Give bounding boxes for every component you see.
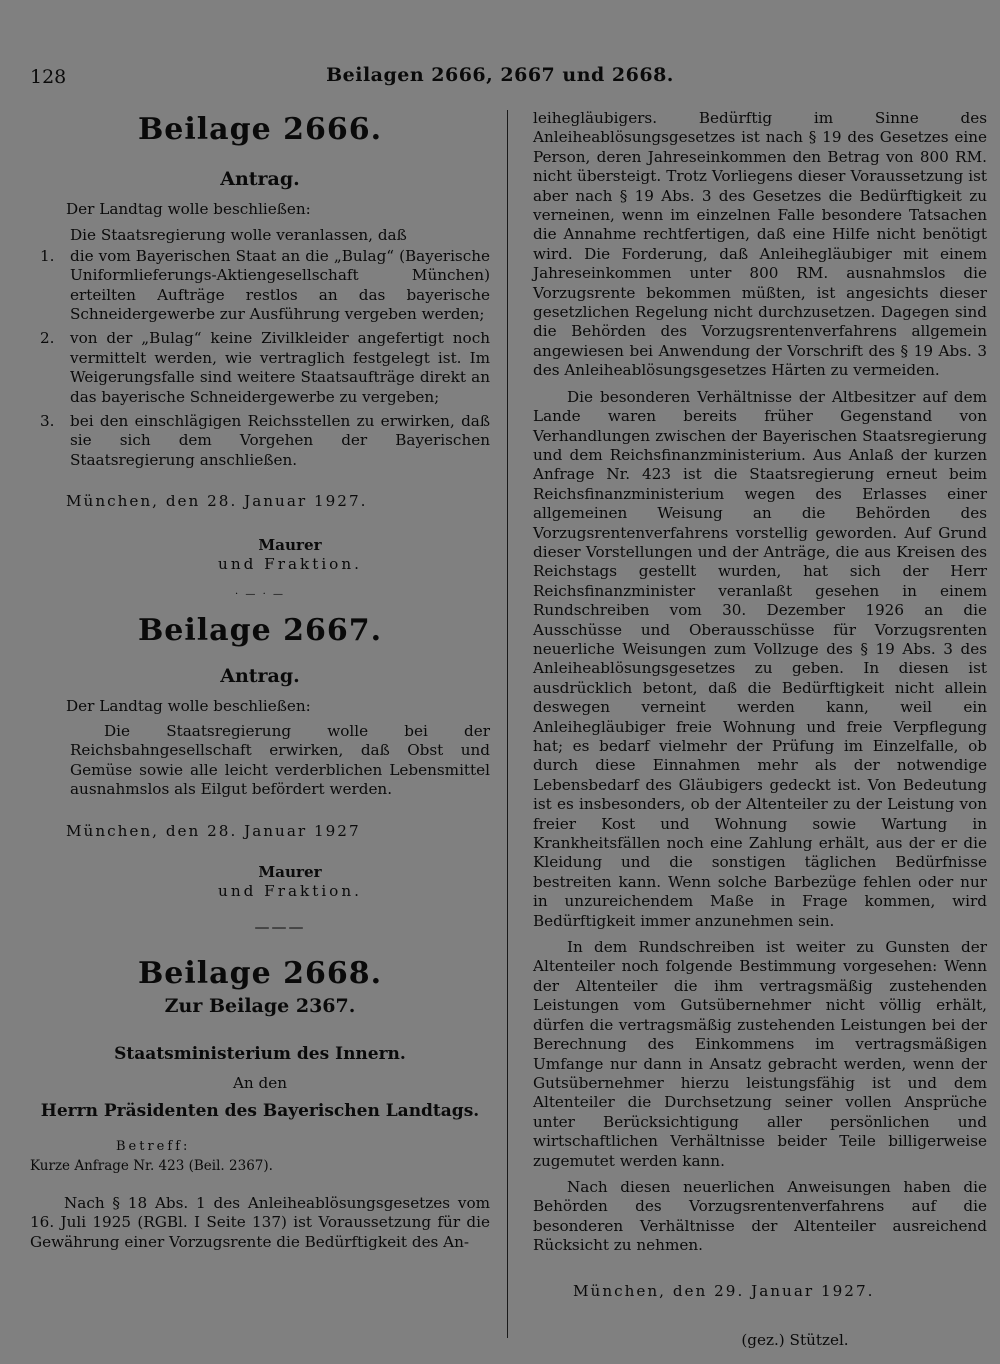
- beilage-2666-intro: Der Landtag wolle beschließen:: [66, 200, 311, 218]
- list-item-text: die vom Bayerischen Staat an die „Bulag“ (Bayerische Uniformlieferungs-Aktiengesellschaft München) erteilten Aufträge restlos an das bayerische Schneidergewerbe zur Ausführung vergeben werden;: [70, 246, 490, 324]
- page-number: 128: [30, 66, 67, 88]
- betreff-label: Betreff:: [116, 1139, 191, 1155]
- addressee: Herrn Präsidenten des Bayerischen Landtags.: [40, 1101, 480, 1122]
- beilage-2666-title: Beilage 2666.: [137, 112, 383, 147]
- beilage-2667-title: Beilage 2667.: [137, 612, 383, 648]
- beilage-2667-body: Die Staatsregierung wolle bei der Reichsbahngesellschaft erwirken, daß Obst und Gemüse sowie alle leicht verderblichen Lebensmittel ausnahmslos als Eilgut befördert werden.: [70, 721, 490, 799]
- signature: (gez.) Stützel.: [741, 1330, 849, 1349]
- list-item: [30, 412, 490, 470]
- running-title: Beilagen 2666, 2667 und 2668.: [326, 64, 674, 86]
- separator: ———: [254, 917, 306, 936]
- betreff: Kurze Anfrage Nr. 423 (Beil. 2367).: [30, 1157, 273, 1174]
- list-item-text: bei den einschlägigen Reichsstellen zu erwirken, daß sie sich dem Vorgehen der Bayerischen Staatsregierung anschließen.: [70, 412, 490, 469]
- beilage-2666-list: [30, 247, 490, 470]
- beilage-2668-title: Beilage 2668.: [137, 955, 383, 991]
- beilage-2666-signer: Maurer: [258, 535, 322, 554]
- paragraph: leihegläubigers. Bedürftig im Sinne des Anleiheablösungsgesetzes ist nach § 19 des Gesetzes eine Person, deren Jahreseinkommen den Betrag von 800 RM. nicht übersteigt. Trotz Vorliegens dieser Voraussetzung ist aber nach § 19 Abs. 3 des Gesetzes die Bedürftigkeit zu verneinen, wenn im einzelnen Falle besondere Tatsachen die Annahme rechtfertigen, daß eine Hilfe nicht benötigt wird. Die Forderung, daß Anleihegläubiger mit einem Jahreseinkommen unter 800 RM. ausnahmslos die Vorzugsrente bekommen müßten, ist angesichts dieser gesetzlichen Regelung nicht durchzusetzen. Dagegen sind die Behörden des Vorzugsrentenverfahrens allgemein angewiesen bei Anwendung der Vorschrift des § 19 Abs. 3 des Anleiheablösungsgesetzes Härten zu vermeiden.: [533, 109, 987, 380]
- beilage-2666-date: München, den 28. Januar 1927.: [66, 492, 368, 511]
- beilage-2666: [30, 112, 490, 601]
- left-column: [30, 108, 490, 1252]
- beilage-2667-date: München, den 28. Januar 1927: [66, 821, 361, 840]
- list-item: [30, 329, 490, 407]
- list-item-number: 1.: [40, 246, 55, 265]
- beilage-2667-intro: Der Landtag wolle beschließen:: [66, 696, 311, 715]
- separator: · — · —: [235, 588, 285, 600]
- right-column: [533, 108, 987, 1350]
- beilage-2667-signer: Maurer: [258, 862, 322, 881]
- paragraph: Nach diesen neuerlichen Anweisungen haben die Behörden des Vorzugsrentenverfahrens auf die besonderen Verhältnisse der Altenteiler ausreichend Rücksicht zu nehmen.: [533, 1177, 987, 1255]
- beilage-2667-signer-2: und Fraktion.: [218, 882, 362, 901]
- beilage-2666-lead: Die Staatsregierung wolle veranlassen, daß: [70, 226, 407, 245]
- paragraph: In dem Rundschreiben ist weiter zu Gunsten der Altenteiler noch folgende Bestimmung vorgesehen: Wenn der Altenteiler die ihm vertragsmäßig zustehenden Leistungen vom Gutsübernehmer nicht völlig erhält, dürfen die vertragsmäßig zustehenden Leistungen bei der Berechnung des Einkommens im vertragsmäßigen Umfange nur dann in Ansatz gebracht werden, wenn der Gutsübernehmer hierzu leistungsfähig ist und dem Altenteiler die Durchsetzung seiner vollen Ansprüche unter Berücksichtigung aller persönlichen und wirtschaftlichen Verhältnisse beider Teile billigerweise zugemutet werden kann.: [533, 938, 987, 1170]
- beilage-2667-antrag: Antrag.: [220, 664, 300, 687]
- ministry: Staatsministerium des Innern.: [114, 1043, 406, 1064]
- column-divider: [507, 110, 508, 1338]
- beilage-2668: [30, 956, 490, 1252]
- beilage-2666-antrag: Antrag.: [220, 168, 300, 190]
- beilage-2667: [30, 613, 490, 936]
- list-item-number: 3.: [40, 412, 55, 431]
- beilage-2666-signer-2: und Fraktion.: [218, 555, 362, 574]
- beilage-2668-subtitle: Zur Beilage 2367.: [164, 994, 356, 1017]
- beilage-2668-left-paragraph: Nach § 18 Abs. 1 des Anleiheablösungsgesetzes vom 16. Juli 1925 (RGBl. I Seite 137) ist Voraussetzung für die Gewährung einer Vorzugsrente die Bedürftigkeit des An-: [30, 1193, 490, 1251]
- list-item-text: von der „Bulag“ keine Zivilkleider angefertigt noch vermittelt werden, wie vertraglich festgelegt ist. Im Weigerungsfalle sind weitere Staatsaufträge direkt an das bayerische Schneidergewerbe zu vergeben;: [70, 329, 490, 406]
- beilage-2668-date: München, den 29. Januar 1927.: [573, 1281, 875, 1300]
- paragraph: Die besonderen Verhältnisse der Altbesitzer auf dem Lande waren bereits früher Gegenstand von Verhandlungen zwischen der Bayerischen Staatsregierung und dem Reichsfinanzministerium. Aus Anlaß der kurzen Anfrage Nr. 423 ist die Staatsregierung erneut beim Reichsfinanzministerium wegen des Erlasses einer allgemeinen Weisung an die Behörden des Vorzugsrentenverfahrens vorstellig geworden. Auf Grund dieser Vorstellungen und der Anträge, die aus Kreisen des Reichstags gestellt wurden, hat sich der Herr Reichsfinanzminister veranlaßt gesehen in einem Rundschreiben vom 30. Dezember 1926 an die Ausschüsse und Oberausschüsse für Vorzugsrenten neuerliche Weisungen zum Vollzuge des § 19 Abs. 3 des Anleiheablösungsgesetzes zu geben. In diesen ist ausdrücklich betont, daß die Bedürftigkeit nicht allein deswegen verneint werden kann, weil ein Anleihegläubiger freie Wohnung und freie Verpflegung hat; es bedarf vielmehr der Prüfung im Einzelfalle, ob durch diese Einnahmen mehr als der notwendige Lebensbedarf des Gläubigers gedeckt ist. Von Bedeutung ist es insbesonders, ob der Altenteiler zu der Leistung von freier Kost und Wohnung sowie Wartung in Krankheitsfällen noch eine Zahlung erhält, aus der er die Kleidung und die sonstigen täglichen Bedürfnisse bestreiten kann. Wenn solche Barbezüge fehlen oder nur in unzureichendem Maße in Frage kommen, wird Bedürftigkeit immer anzunehmen sein.: [533, 387, 987, 930]
- list-item-number: 2.: [40, 329, 55, 348]
- an-den: An den: [232, 1073, 288, 1092]
- list-item: [30, 247, 490, 325]
